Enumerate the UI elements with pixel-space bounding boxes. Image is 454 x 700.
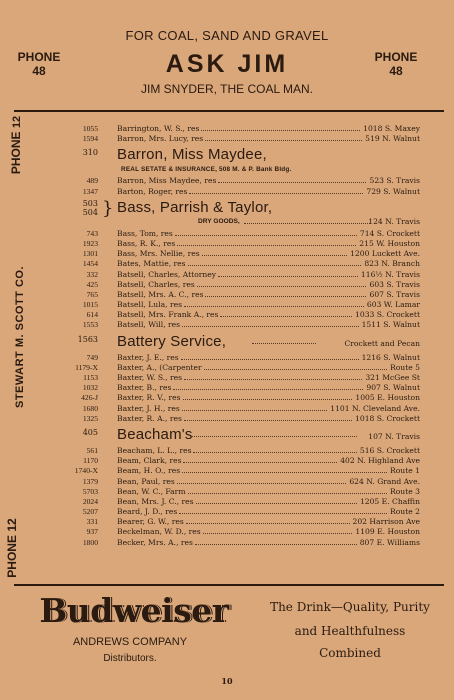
- phone-number: 1553: [82, 320, 98, 330]
- listing-group-d: [62, 353, 450, 424]
- listing-name: Baxter, A., (Carpenter: [117, 362, 202, 372]
- listing-name: Beam, H. O., res: [117, 466, 181, 476]
- phone-number: 5703: [82, 486, 98, 496]
- featured-desc-text: DRY GOODS,: [198, 217, 240, 225]
- leader-dots: [181, 353, 359, 360]
- listing-address: Route 1: [390, 466, 420, 476]
- featured-battery: [62, 331, 450, 353]
- listing-row: [62, 187, 450, 197]
- leader-dots: [252, 343, 316, 344]
- listing-name: Baxter, W. S., res: [117, 373, 183, 382]
- header-tagline: FOR COAL, SAND AND GRAVEL: [125, 28, 329, 43]
- listing-address: 907 S. Walnut: [366, 383, 420, 393]
- listing-row: [62, 477, 450, 487]
- company-role: Distributors.: [103, 653, 157, 664]
- listing-name: Baxter, B., res: [117, 383, 172, 393]
- side-stewart: STEWART M. SCOTT CO.: [14, 266, 26, 408]
- listing-address: 1101 N. Cleveland Ave.: [330, 403, 420, 413]
- listings: [62, 124, 450, 548]
- listing-address: 603 W. Lamar: [366, 300, 420, 310]
- listing-name: Bass, R. K., res: [117, 238, 176, 248]
- side-phone-number: 12: [5, 518, 19, 532]
- featured-bass: [62, 197, 450, 229]
- featured-address: 124 N. Travis: [368, 216, 420, 226]
- phone-number: 1153: [83, 373, 98, 382]
- listing-name: Bass, Mrs. Nellie, res: [117, 249, 200, 259]
- listing-address: 1109 E. Houston: [355, 527, 420, 537]
- featured-title: Beacham's: [117, 425, 193, 443]
- listing-address: 823 N. Branch: [364, 259, 420, 269]
- phone-number: 426-J: [81, 393, 98, 403]
- leader-dots: [188, 487, 387, 494]
- listing-row: [62, 124, 450, 134]
- listing-address: 321 McGee St: [365, 373, 420, 382]
- listing-name: Batsell, Mrs. Frank A., res: [117, 310, 219, 320]
- phone-number: 743: [86, 228, 98, 238]
- bottom-divider: [14, 584, 444, 586]
- leader-dots: [202, 249, 347, 256]
- phone-number: 332: [86, 269, 98, 279]
- listing-address: 607 S. Travis: [369, 289, 420, 299]
- listing-name: Baxter, R. A., res: [117, 413, 182, 423]
- phone-number: 561: [86, 445, 98, 455]
- listing-row: [62, 176, 450, 186]
- phone-number: 1454: [82, 259, 98, 269]
- leader-dots: [173, 383, 363, 390]
- leader-dots: [179, 507, 387, 514]
- phone-number: 2024: [82, 496, 98, 506]
- phone-number: 1923: [82, 238, 98, 248]
- listing-name: Bates, Mattie, res: [117, 259, 186, 269]
- phone-number: 48: [32, 64, 46, 78]
- listing-row: [62, 320, 450, 330]
- listing-name: Batsell, Charles, res: [117, 279, 195, 289]
- phone-number: 5207: [82, 507, 98, 517]
- leader-dots: [205, 290, 366, 297]
- listing-row: [62, 259, 450, 269]
- listing-row: [62, 290, 450, 300]
- listing-name: Beacham, L. L., res: [117, 445, 192, 455]
- listing-address: 624 N. Grand Ave.: [349, 476, 420, 486]
- leader-dots: [183, 393, 352, 400]
- phone-number: 425: [86, 279, 98, 289]
- listing-name: Beckelman, W. D., res: [117, 527, 201, 537]
- listing-address: 1018 S. Crockett: [355, 413, 420, 423]
- phone-number: 1800: [82, 537, 98, 547]
- listing-name: Bean, Paul, res: [117, 476, 175, 486]
- featured-beachams: [62, 424, 450, 446]
- featured-title: Bass, Parrish & Taylor,: [117, 198, 273, 216]
- listing-row: [62, 446, 450, 456]
- featured-desc-text: REAL SETATE & INSURANCE, 508 M. & P. Bank Bldg.: [121, 166, 292, 174]
- listing-row: [62, 229, 450, 239]
- listing-address: 729 S. Walnut: [366, 186, 420, 196]
- leader-dots: [220, 310, 352, 317]
- leader-dots: [177, 477, 346, 484]
- listing-name: Bean, W. C., Farm: [117, 486, 186, 496]
- leader-dots: [192, 436, 357, 437]
- phone-number: 749: [86, 352, 98, 362]
- listing-name: Barron, Miss Maydee, res: [117, 176, 217, 186]
- listing-address: 116½ N. Travis: [360, 269, 420, 279]
- leader-dots: [188, 259, 361, 266]
- side-phone-number: 12: [11, 115, 23, 129]
- listing-address: 603 S. Travis: [369, 279, 420, 289]
- leader-dots: [244, 223, 370, 224]
- leader-dots: [183, 456, 337, 463]
- featured-description: [62, 165, 450, 176]
- listing-name: Bearer, G. W., res: [117, 517, 184, 527]
- leader-dots: [196, 497, 357, 504]
- featured-address: Crockett and Pecan: [344, 338, 420, 348]
- listing-name: Batsell, Lula, res: [117, 300, 182, 310]
- listing-address: 1205 E. Chaffin: [359, 496, 420, 506]
- leader-dots: [218, 176, 366, 183]
- phone-number: 1015: [82, 300, 98, 310]
- phone-number: 48: [389, 64, 403, 78]
- listing-name: Becker, Mrs. A., res: [117, 537, 193, 547]
- phone-number: 1055: [82, 124, 98, 133]
- phone-number: 504: [82, 207, 98, 217]
- phone-numbers: [62, 199, 98, 217]
- leader-dots: [201, 124, 360, 131]
- leader-dots: [203, 527, 352, 534]
- listing-address: 402 N. Highland Ave: [340, 456, 420, 466]
- listing-row: [62, 527, 450, 537]
- listing-row: [62, 383, 450, 393]
- listing-address: 1511 S. Walnut: [361, 320, 420, 330]
- slogan-line-2: and Healthfulness: [294, 624, 406, 638]
- leader-dots: [205, 134, 362, 141]
- phone-number: 1680: [82, 403, 98, 413]
- phone-number: 489: [86, 176, 98, 186]
- leader-dots: [218, 270, 358, 277]
- listing-address: 215 W. Houston: [359, 238, 420, 248]
- listing-address: 714 S. Crockett: [359, 228, 420, 238]
- side-phone-label: PHONE: [9, 131, 23, 175]
- top-divider: [14, 110, 444, 112]
- leader-dots: [189, 187, 363, 194]
- listing-address: 1200 Luckett Ave.: [350, 249, 420, 259]
- listing-row: [62, 249, 450, 259]
- listing-row: [62, 239, 450, 249]
- budweiser-logo: Budweiser: [39, 591, 229, 630]
- leader-dots: [186, 517, 350, 524]
- page-number: 10: [221, 676, 233, 686]
- listing-row: [62, 393, 450, 403]
- leader-dots: [182, 466, 387, 473]
- listing-row: [62, 404, 450, 414]
- leader-dots: [175, 229, 357, 236]
- header-subline: JIM SNYDER, THE COAL MAN.: [140, 82, 314, 96]
- phone-number: 1170: [83, 456, 98, 466]
- listing-group-c: [62, 229, 450, 331]
- header-headline: ASK JIM: [165, 50, 289, 78]
- side-phone-bottom: [5, 513, 21, 583]
- phone-number: 1179-X: [75, 362, 98, 372]
- leader-dots: [184, 300, 364, 307]
- leader-dots: [195, 538, 357, 545]
- slogan-line-1: The Drink—Quality, Purity: [270, 600, 430, 614]
- header-phone-right: [370, 50, 422, 78]
- leader-dots: [182, 320, 359, 327]
- listing-row: [62, 134, 450, 144]
- phone-number: 1594: [82, 134, 98, 144]
- listing-address: 807 E. Williams: [359, 537, 420, 547]
- listing-address: 523 S. Travis: [369, 176, 420, 186]
- phone-number: 1325: [82, 413, 98, 423]
- phone-number: 765: [86, 289, 98, 299]
- listing-name: Beam, Clark, res: [117, 456, 182, 466]
- listing-address: 519 N. Walnut: [365, 134, 420, 144]
- phone-number: 937: [86, 527, 98, 537]
- slogan-line-3: Combined: [319, 646, 381, 660]
- featured-barron: [62, 144, 450, 165]
- phone-number: 1379: [82, 476, 98, 486]
- listing-name: Batsell, Mrs. A. C., res: [117, 289, 204, 299]
- leader-dots: [193, 446, 357, 453]
- listing-name: Baxter, J. E., res: [117, 352, 179, 362]
- listing-address: Route 5: [390, 362, 420, 372]
- listing-row: [62, 487, 450, 497]
- listing-name: Barron, Mrs. Lucy, res: [117, 134, 204, 144]
- listing-address: 1018 S. Maxey: [363, 124, 420, 133]
- phone-number: 614: [86, 310, 98, 320]
- listing-address: Route 3: [390, 486, 420, 496]
- leader-dots: [184, 373, 362, 380]
- listing-row: [62, 517, 450, 527]
- listing-row: [62, 363, 450, 373]
- featured-title: Barron, Miss Maydee,: [117, 146, 267, 164]
- phone-label: PHONE: [374, 50, 418, 64]
- featured-address: 107 N. Travis: [368, 431, 420, 441]
- listing-name: Beard, J. D., res: [117, 507, 178, 517]
- listing-name: Barton, Roger, res: [117, 186, 188, 196]
- listing-name: Baxter, R. V., res: [117, 393, 181, 403]
- listing-name: Batsell, Charles, Attorney: [117, 269, 217, 279]
- listing-name: Bean, Mrs. J. C., res: [117, 496, 194, 506]
- listing-name: Baxter, J. H., res: [117, 403, 180, 413]
- listing-group-e: [62, 446, 450, 548]
- listing-name: Bass, Tom, res: [117, 228, 173, 238]
- leader-dots: [197, 280, 366, 287]
- phone-number: 1301: [82, 249, 98, 259]
- phone-number: 1563: [77, 334, 98, 344]
- listing-row: [62, 270, 450, 280]
- listing-address: 1033 S. Crockett: [355, 310, 420, 320]
- brace-glyph: }: [102, 197, 114, 219]
- listing-name: Barrington, W. S., res: [117, 124, 200, 133]
- listing-name: Batsell, Will, res: [117, 320, 181, 330]
- company-name: ANDREWS COMPANY: [72, 636, 188, 648]
- listing-row: [62, 414, 450, 424]
- phone-label: PHONE: [17, 50, 61, 64]
- phone-number: 331: [86, 517, 98, 527]
- leader-dots: [177, 239, 356, 246]
- side-phone-top: [9, 110, 25, 180]
- listing-row: [62, 310, 450, 320]
- listing-address: 516 S. Crockett: [359, 445, 420, 455]
- leader-dots: [204, 363, 387, 370]
- listing-row: [62, 507, 450, 517]
- listing-address: Route 2: [390, 507, 420, 517]
- listing-group-b: [62, 176, 450, 196]
- listing-row: [62, 456, 450, 466]
- listing-address: 202 Harrison Ave: [352, 517, 420, 527]
- phone-number: 310: [82, 148, 98, 158]
- phone-number: 1740-X: [74, 466, 98, 476]
- listing-row: [62, 373, 450, 383]
- listing-address: 1005 E. Houston: [355, 393, 420, 403]
- listing-row: [62, 538, 450, 548]
- side-phone-label: PHONE: [5, 535, 19, 578]
- featured-title: Battery Service,: [117, 332, 227, 350]
- phone-number: 1347: [82, 186, 98, 196]
- leader-dots: [182, 404, 327, 411]
- phone-number: 503: [82, 198, 98, 208]
- phone-number: 405: [82, 427, 98, 437]
- listing-row: [62, 353, 450, 363]
- listing-row: [62, 300, 450, 310]
- listing-row: [62, 497, 450, 507]
- phone-number: 1032: [82, 383, 98, 393]
- leader-dots: [184, 414, 352, 421]
- listing-row: [62, 280, 450, 290]
- listing-address: 1216 S. Walnut: [361, 352, 420, 362]
- listing-group-a: [62, 124, 450, 144]
- listing-row: [62, 466, 450, 476]
